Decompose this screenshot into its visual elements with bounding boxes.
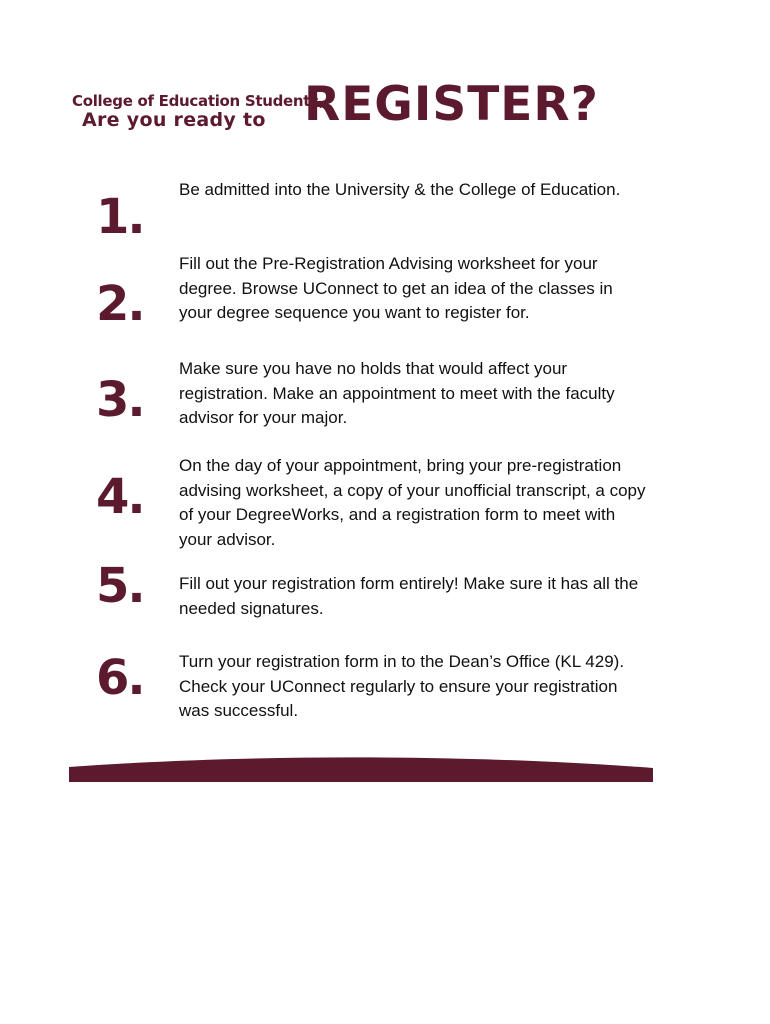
page-header [70,77,650,138]
step-number: 2. [96,276,144,332]
step-number: 3. [96,372,144,428]
footer-curved-bar [69,748,653,782]
step-text: On the day of your appointment, bring your pre-registration advising worksheet, a copy of your unofficial transcript, a copy of your DegreeWorks, and a registration form to meet with your advisor. [179,456,646,549]
header-question: Are you ready to [82,109,266,131]
step-text: Be admitted into the University & the College of Education. [179,180,621,199]
step-text: Make sure you have no holds that would affect your registration. Make an appointment to meet with the faculty advisor for your major. [179,359,615,427]
step-text: Fill out the Pre-Registration Advising worksheet for your degree. Browse UConnect to get an idea of the classes in your degree sequence you want to register for. [179,254,613,322]
step-text: Turn your registration form in to the Dean’s Office (KL 429). Check your UConnect regularly to ensure your registration was successful. [179,652,625,720]
footer-curved-bar-shape [69,757,653,782]
step-text: Fill out your registration form entirely! Make sure it has all the needed signatures. [179,574,639,618]
header-subtitle: College of Education Students, [72,92,325,110]
header-register-title: REGISTER? [304,77,599,132]
step-number: 6. [96,650,144,706]
step-number: 1. [96,189,144,245]
step-number: 5. [96,558,144,614]
step-number: 4. [96,469,144,525]
